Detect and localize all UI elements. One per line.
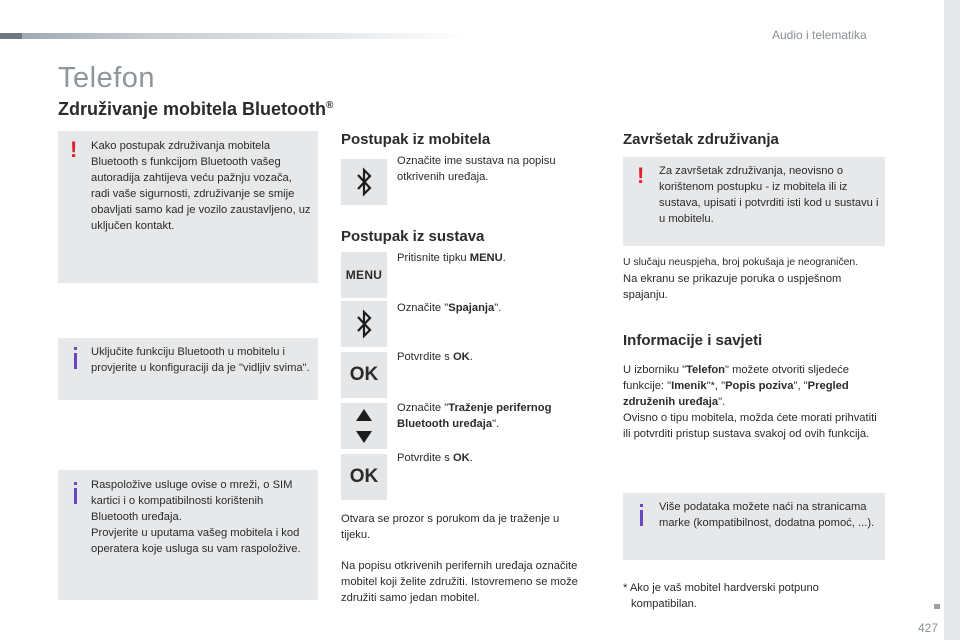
bluetooth-icon	[354, 308, 374, 340]
ok-label: OK	[349, 364, 379, 385]
info-text: Provjerite u uputama vašeg mobitela i kod operatera koje usluga su vam raspoložive.	[91, 527, 301, 555]
paragraph: Na popisu otkrivenih perifernih uređaja označite mobitel koji želite združiti. Istovremeno se može združiti samo jedan mobitel.	[341, 560, 578, 604]
corner-mark	[934, 604, 940, 609]
step-text: Potvrdite s OK.	[397, 351, 473, 363]
step-text: Označite "Spajanja".	[397, 302, 502, 314]
info-text: Raspoložive usluge ovise o mreži, o SIM kartici i o kompatibilnosti korištenih Bluetooth uređaja.	[91, 479, 293, 523]
ok-button	[341, 352, 387, 398]
arrows-button	[341, 403, 387, 449]
info-paragraph: Ovisno o tipu mobitela, možda ćete morati prihvatiti ili potvrditi pristup sustava svakoj od ovih funkcija.	[623, 412, 877, 440]
step-text: Označite "Traženje perifernog Bluetooth uređaja".	[397, 402, 552, 430]
section-title: Združivanje mobitela Bluetooth®	[58, 99, 334, 119]
warning-box	[58, 131, 318, 283]
info-box	[58, 470, 318, 600]
bluetooth-button	[341, 159, 387, 205]
page-number: 427	[918, 621, 939, 635]
menu-button	[341, 252, 387, 298]
warning-icon: !	[70, 137, 78, 162]
warning-text: Kako postupak združivanja mobitela Bluetooth s funkcijom Bluetooth vašeg autoradija zahtijeva veću pažnju vozača, radi vaše sigurnosti, združivanje se smije obavljati samo kad je vozilo zaustavljeno, uz uključen kontakt.	[91, 140, 311, 232]
heading-finish-pairing: Završetak združivanja	[623, 131, 779, 148]
page-title: Telefon	[58, 62, 156, 94]
up-down-arrows-icon	[353, 406, 375, 446]
heading-from-system: Postupak iz sustava	[341, 228, 485, 245]
chapter-title: Audio i telematika	[772, 28, 867, 42]
info-paragraph: U izborniku "Telefon" možete otvoriti sljedeće funkcije: "Imenik"*, "Popis poziva", "Pregled združenih uređaja".	[623, 364, 849, 408]
success-note: Na ekranu se prikazuje poruka o uspješnom spajanju.	[623, 273, 842, 301]
ok-label: OK	[349, 466, 379, 487]
heading-from-mobile: Postupak iz mobitela	[341, 131, 491, 148]
ok-button	[341, 454, 387, 500]
warning-icon: !	[637, 163, 645, 188]
warning-text: Za završetak združivanja, neovisno o korištenom postupku - iz mobitela ili iz sustava, upisati i potvrditi isti kod u sustavu i u mobitelu.	[659, 165, 879, 225]
info-text: Više podataka možete naći na stranicama marke (kompatibilnost, dodatna pomoć, ...).	[659, 501, 875, 529]
step-text: Potvrdite s OK.	[397, 452, 473, 464]
heading-info-tips: Informacije i savjeti	[623, 332, 763, 349]
failure-note: U slučaju neuspjeha, broj pokušaja je neograničen.	[623, 257, 859, 268]
bluetooth-button	[341, 301, 387, 347]
info-box	[623, 493, 885, 560]
bluetooth-icon	[354, 166, 374, 198]
menu-label: MENU	[345, 268, 383, 282]
info-box	[58, 338, 318, 400]
warning-box	[623, 157, 885, 246]
footnote: * Ako je vaš mobitel hardverski potpuno kompatibilan.	[623, 582, 819, 610]
step-text: Označite ime sustava na popisu otkrivenih uređaja.	[397, 155, 556, 183]
header-bar	[0, 33, 470, 39]
info-text: Uključite funkciju Bluetooth u mobitelu i provjerite u konfiguraciji da je "vidljiv svima".	[91, 346, 310, 374]
paragraph: Otvara se prozor s porukom da je traženje u tijeku.	[341, 513, 560, 541]
page-edge-strip	[944, 0, 960, 640]
step-text: Pritisnite tipku MENU.	[397, 252, 506, 264]
